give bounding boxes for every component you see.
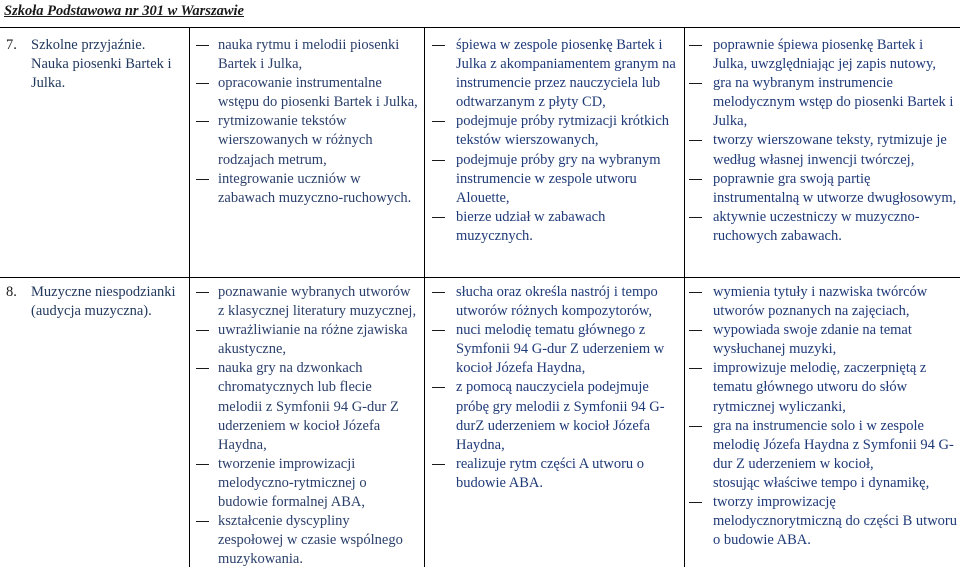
list-item: integrowanie uczniów w zabawach muzyczno-ruchowych. xyxy=(196,170,418,208)
dash-bullet-icon xyxy=(196,521,209,522)
list-item: wymienia tytuły i nazwiska twórców utworów poznanych na zajęciach, xyxy=(689,283,957,321)
dash-bullet-icon xyxy=(689,45,702,46)
list-item: stosując właściwe tempo i dynamikę, xyxy=(713,474,930,491)
list-item: opracowanie instrumentalne wstępu do piosenki Bartek i Julka, xyxy=(196,74,418,112)
dash-bullet-icon xyxy=(689,502,702,503)
activities-cell xyxy=(196,283,418,569)
basic-requirements-cell xyxy=(432,36,678,246)
list-item: wypowiada swoje zdanie na temat wysłuchanej muzyki, xyxy=(689,321,957,359)
column-divider xyxy=(684,27,685,567)
list-item: poprawnie gra swoją partię instrumentalną w utworze dwugłosowym, xyxy=(689,170,957,208)
list-item: z pomocą nauczyciela podejmuje próbę gry melodii z Symfonii 94 G-durZ uderzeniem w kocioł Józefa Haydna, xyxy=(432,378,678,454)
list-item: aktywnie uczestniczy w muzyczno-ruchowych zabawach. xyxy=(689,208,957,246)
dash-bullet-icon xyxy=(432,330,445,331)
lesson-cell xyxy=(6,36,186,93)
list-item: nauka gry na dzwonkach chromatycznych lub flecie melodii z Symfonii 94 G-dur Z uderzeniem w kocioł Józefa Haydna, xyxy=(196,359,418,454)
lesson-number: 7. xyxy=(6,37,17,53)
list-item: śpiewa w zespole piosenkę Bartek i Julka z akompaniamentem granym na instrumencie przez nauczyciela lub odtwarzanym z płyty CD, xyxy=(432,36,678,112)
dash-bullet-icon xyxy=(689,140,702,141)
list-item: podejmuje próby rytmizacji krótkich tekstów wierszowanych, xyxy=(432,112,678,150)
dash-bullet-icon xyxy=(689,83,702,84)
dash-bullet-icon xyxy=(196,45,209,46)
dash-bullet-icon xyxy=(432,292,445,293)
dash-bullet-icon xyxy=(432,121,445,122)
list-item: bierze udział w zabawach muzycznych. xyxy=(432,208,678,246)
list-item: tworzy improwizację melodycznorytmiczną do części B utworu o budowie ABA. xyxy=(689,493,957,550)
list-item: improwizuje melodię, zaczerpniętą z tematu głównego utworu do słów rytmicznej wyliczanki, xyxy=(689,359,957,416)
list-item: gra na instrumencie solo i w zespole melodię Józefa Haydna z Symfonii 94 G-dur Z uderzeniem w kocioł, xyxy=(689,417,957,474)
row-divider xyxy=(0,277,960,278)
lesson-title: Muzyczne niespodzianki (audycja muzyczna). xyxy=(31,284,176,319)
list-item: nauka rytmu i melodii piosenki Bartek i Julka, xyxy=(196,36,418,74)
table-top-border xyxy=(0,27,960,28)
dash-bullet-icon xyxy=(432,464,445,465)
dash-bullet-icon xyxy=(196,121,209,122)
list-item: podejmuje próby gry na wybranym instrumencie w zespole utworu Alouette, xyxy=(432,151,678,208)
school-header: Szkoła Podstawowa nr 301 w Warszawie xyxy=(4,3,244,19)
lesson-title: Szkolne przyjaźnie. Nauka piosenki Bartek i Julka. xyxy=(31,37,172,91)
list-item: gra na wybranym instrumencie melodycznym wstęp do piosenki Bartek i Julka, xyxy=(689,74,957,131)
list-item: rytmizowanie tekstów wierszowanych w różnych rodzajach metrum, xyxy=(196,112,418,169)
dash-bullet-icon xyxy=(196,464,209,465)
lesson-cell xyxy=(6,283,186,321)
list-item: uwrażliwianie na różne zjawiska akustyczne, xyxy=(196,321,418,359)
list-item: poznawanie wybranych utworów z klasycznej literatury muzycznej, xyxy=(196,283,418,321)
dash-bullet-icon xyxy=(689,292,702,293)
dash-bullet-icon xyxy=(432,45,445,46)
list-item: nuci melodię tematu głównego z Symfonii 94 G-dur Z uderzeniem w kocioł Józefa Haydna, xyxy=(432,321,678,378)
dash-bullet-icon xyxy=(196,292,209,293)
extended-requirements-cell xyxy=(689,283,957,550)
dash-bullet-icon xyxy=(432,160,445,161)
list-item: słucha oraz określa nastrój i tempo utworów różnych kompozytorów, xyxy=(432,283,678,321)
column-divider xyxy=(189,27,190,567)
dash-bullet-icon xyxy=(196,83,209,84)
basic-requirements-cell xyxy=(432,283,678,493)
dash-bullet-icon xyxy=(689,368,702,369)
list-item: tworzenie improwizacji melodyczno-rytmicznej o budowie formalnej ABA, xyxy=(196,455,418,512)
dash-bullet-icon xyxy=(689,179,702,180)
list-item: realizuje rytm części A utworu o budowie ABA. xyxy=(432,455,678,493)
dash-bullet-icon xyxy=(689,330,702,331)
column-divider xyxy=(424,27,425,567)
list-item: kształcenie dyscypliny zespołowej w czasie wspólnego muzykowania. xyxy=(196,512,418,569)
list-item: tworzy wierszowane teksty, rytmizuje je według własnej inwencji twórczej, xyxy=(689,131,957,169)
lesson-number: 8. xyxy=(6,284,17,300)
list-item: poprawnie śpiewa piosenkę Bartek i Julka, uwzględniając jej zapis nutowy, xyxy=(689,36,957,74)
dash-bullet-icon xyxy=(689,426,702,427)
dash-bullet-icon xyxy=(689,217,702,218)
dash-bullet-icon xyxy=(432,387,445,388)
dash-bullet-icon xyxy=(196,179,209,180)
extended-requirements-cell xyxy=(689,36,957,246)
activities-cell xyxy=(196,36,418,208)
dash-bullet-icon xyxy=(432,217,445,218)
dash-bullet-icon xyxy=(196,330,209,331)
dash-bullet-icon xyxy=(196,368,209,369)
